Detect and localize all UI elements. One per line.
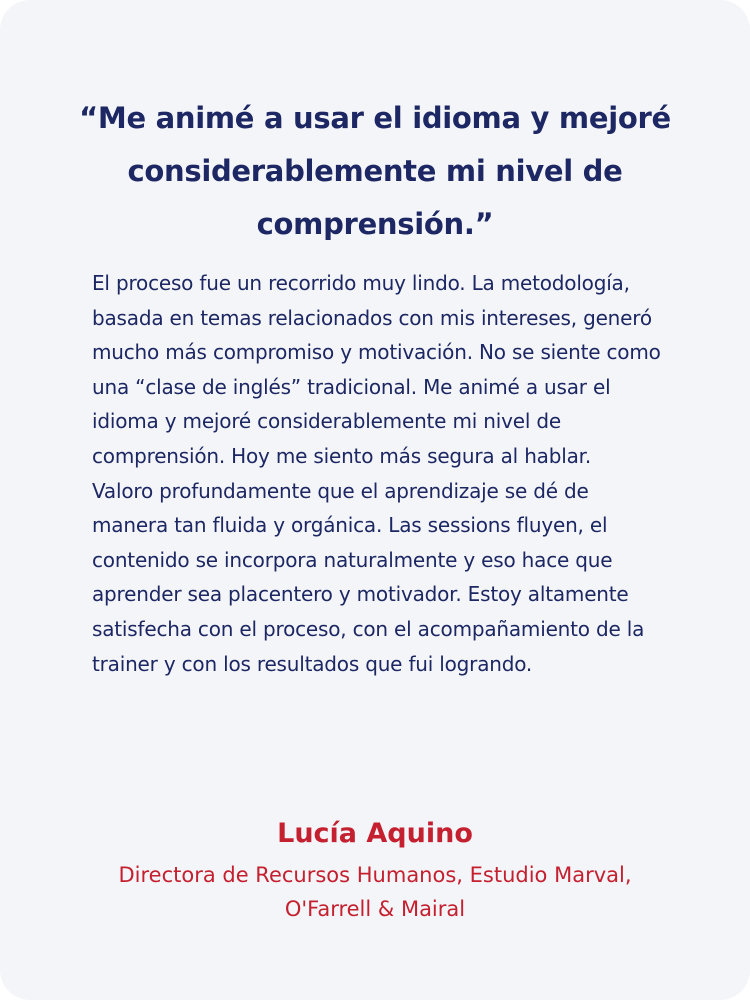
testimonial-paragraph-2: Valoro profundamente que el aprendizaje se dé de manera tan fluida y orgánica. Las sessions fluyen, el contenido se incorpora naturalmente y eso hace que aprender sea placentero y motivador. Estoy altamente satisfecha con el proceso, con el acompañamiento de la trainer y con los resultados que fui logrando. [92,478,645,676]
testimonial-quote: “Me animé a usar el idioma y mejoré considerablemente mi nivel de comprensión.” [79,101,671,241]
author-name: Lucía Aquino [277,818,473,849]
testimonial-paragraph-1: El proceso fue un recorrido muy lindo. La metodología, basada en temas relacionados con mis intereses, generó mucho más compromiso y motivación. No se siente como una “clase de inglés” tradicional. Me animé a usar el idioma y mejoré considerablemente mi nivel de comprensión. Hoy me siento más segura al hablar. [92,271,661,468]
author-role: Directora de Recursos Humanos, Estudio Marval, O'Farrell & Mairal [118,863,632,921]
testimonial-body [92,266,667,681]
